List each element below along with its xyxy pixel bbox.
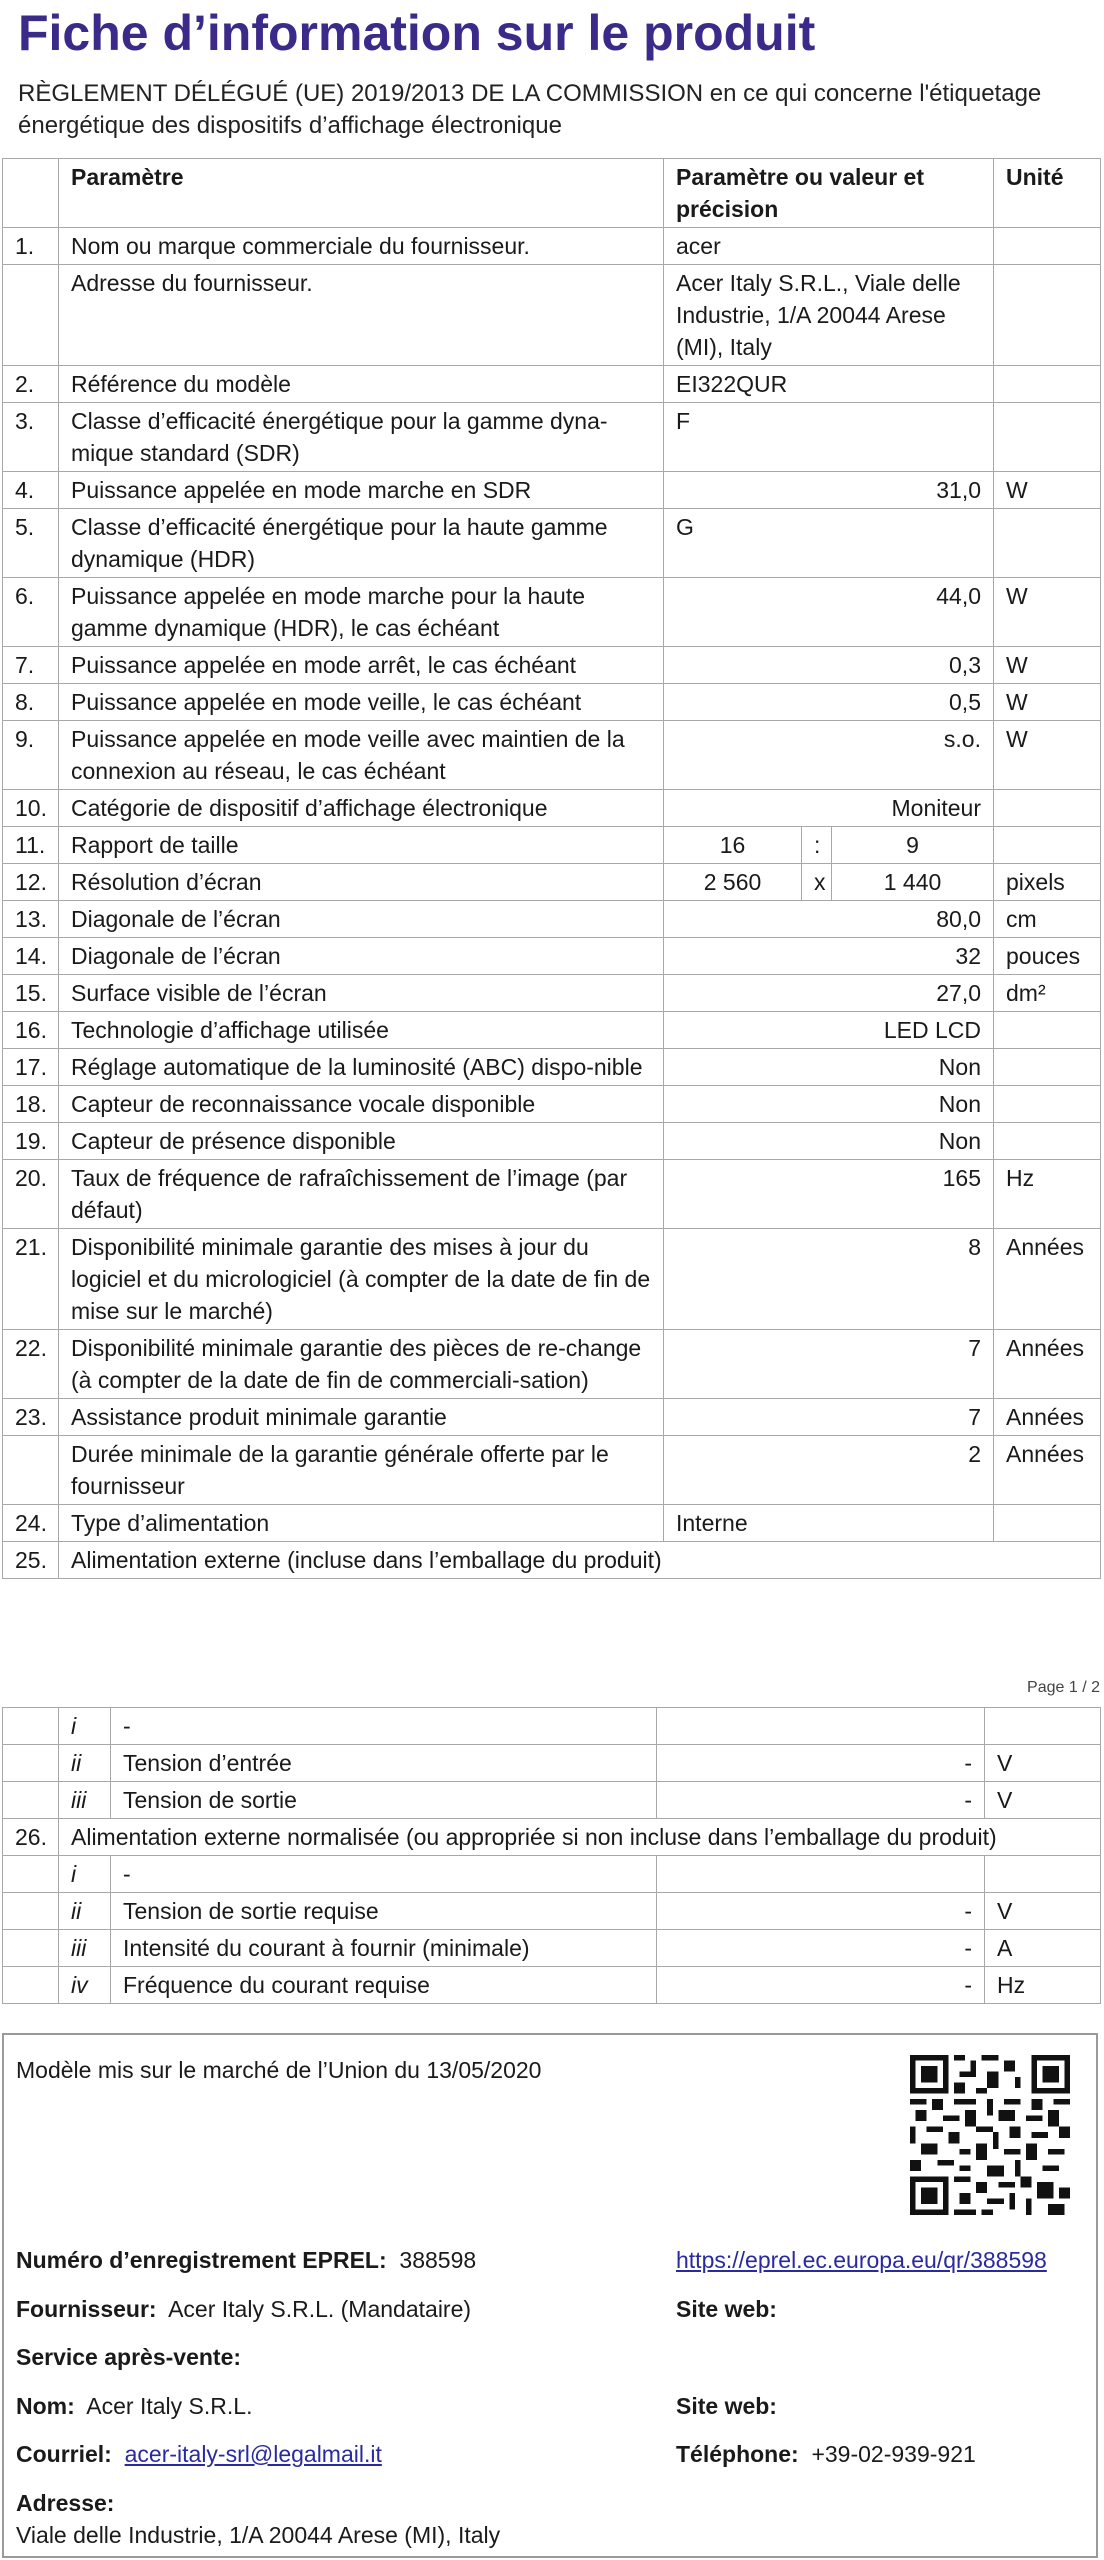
row-number: 6. bbox=[3, 578, 59, 647]
table-row bbox=[3, 1505, 1101, 1542]
email-label: Courriel: bbox=[16, 2441, 112, 2467]
row-label: Intensité du courant à fournir (minimale) bbox=[111, 1930, 657, 1967]
row-value: - bbox=[657, 1930, 985, 1967]
row-unit bbox=[994, 265, 1101, 366]
row-number bbox=[3, 1436, 59, 1505]
row-number: 23. bbox=[3, 1399, 59, 1436]
row-number bbox=[3, 265, 59, 366]
market-date-text: Modèle mis sur le marché de l’Union du 13/05/2020 bbox=[16, 2057, 542, 2083]
row-unit: V bbox=[985, 1893, 1101, 1930]
table-row bbox=[3, 509, 1101, 578]
row-unit bbox=[994, 827, 1101, 864]
row-label: - bbox=[111, 1856, 657, 1893]
row-value: G bbox=[664, 509, 994, 578]
row-value bbox=[657, 1708, 985, 1745]
row-label: Type d’alimentation bbox=[59, 1505, 664, 1542]
table-row bbox=[3, 1399, 1101, 1436]
row-label: Durée minimale de la garantie générale offerte par le fournisseur bbox=[59, 1436, 664, 1505]
row-value-a: 16 bbox=[664, 827, 802, 864]
table-row bbox=[3, 975, 1101, 1012]
row-unit: Années bbox=[994, 1229, 1101, 1330]
table-row bbox=[3, 1012, 1101, 1049]
phone-label: Téléphone: bbox=[676, 2441, 799, 2467]
supplier-website-label: Site web: bbox=[676, 2296, 777, 2322]
row-number bbox=[3, 1708, 59, 1745]
header-unit: Unité bbox=[994, 159, 1101, 228]
row-unit: W bbox=[994, 721, 1101, 790]
row-sub-index: i bbox=[59, 1856, 111, 1893]
table-row bbox=[3, 1967, 1101, 2004]
table-row bbox=[3, 1708, 1101, 1745]
row-label: Classe d’efficacité énergétique pour la gamme dyna-mique standard (SDR) bbox=[59, 403, 664, 472]
address-value: Viale delle Industrie, 1/A 20044 Arese (MI), Italy bbox=[16, 2522, 501, 2548]
power-supply-table bbox=[2, 1707, 1101, 2004]
regulation-subtitle: RÈGLEMENT DÉLÉGUÉ (UE) 2019/2013 DE LA COMMISSION en ce qui concerne l'étiquetage énergétique des dispositifs d’affichage électronique bbox=[18, 80, 1042, 139]
row-label: Capteur de présence disponible bbox=[59, 1123, 664, 1160]
row-value: Acer Italy S.R.L., Viale delle Industrie, 1/A 20044 Arese (MI), Italy bbox=[664, 265, 994, 366]
row-unit: W bbox=[994, 684, 1101, 721]
table-row bbox=[3, 578, 1101, 647]
row-unit: pixels bbox=[994, 864, 1101, 901]
row-unit: A bbox=[985, 1930, 1101, 1967]
row-label: Puissance appelée en mode veille, le cas échéant bbox=[59, 684, 664, 721]
row-value-sep: x bbox=[802, 864, 832, 901]
row-number: 18. bbox=[3, 1086, 59, 1123]
table-row bbox=[3, 684, 1101, 721]
table-row bbox=[3, 228, 1101, 265]
row-value: Non bbox=[664, 1086, 994, 1123]
after-sales-label: Service après-vente: bbox=[16, 2344, 242, 2370]
row-unit bbox=[994, 1049, 1101, 1086]
eprel-row bbox=[16, 2245, 476, 2275]
table-row bbox=[3, 1160, 1101, 1229]
row-number: 10. bbox=[3, 790, 59, 827]
row-unit bbox=[994, 403, 1101, 472]
row-label: Capteur de reconnaissance vocale disponible bbox=[59, 1086, 664, 1123]
row-value: 0,3 bbox=[664, 647, 994, 684]
table-row bbox=[3, 1436, 1101, 1505]
row-label: Classe d’efficacité énergétique pour la haute gamme dynamique (HDR) bbox=[59, 509, 664, 578]
service-name-row bbox=[16, 2391, 252, 2421]
row-number: 15. bbox=[3, 975, 59, 1012]
row-number: 14. bbox=[3, 938, 59, 975]
row-label: Assistance produit minimale garantie bbox=[59, 1399, 664, 1436]
row-number: 8. bbox=[3, 684, 59, 721]
row-value: 80,0 bbox=[664, 901, 994, 938]
table-row bbox=[3, 1819, 1101, 1856]
name-value: Acer Italy S.R.L. bbox=[86, 2393, 253, 2419]
row-label: Rapport de taille bbox=[59, 827, 664, 864]
row-value: - bbox=[657, 1745, 985, 1782]
row-unit bbox=[985, 1856, 1101, 1893]
row-unit: W bbox=[994, 647, 1101, 684]
row-unit: Années bbox=[994, 1399, 1101, 1436]
row-number bbox=[3, 1782, 59, 1819]
row-number bbox=[3, 1967, 59, 2004]
row-unit bbox=[994, 1086, 1101, 1123]
eprel-number: 388598 bbox=[399, 2247, 477, 2273]
row-value: 2 bbox=[664, 1436, 994, 1505]
row-value: 0,5 bbox=[664, 684, 994, 721]
row-label: Puissance appelée en mode veille avec maintien de la connexion au réseau, le cas échéant bbox=[59, 721, 664, 790]
row-unit bbox=[994, 228, 1101, 265]
row-label: Taux de fréquence de rafraîchissement de l’image (par défaut) bbox=[59, 1160, 664, 1229]
row-value: Moniteur bbox=[664, 790, 994, 827]
row-label: Référence du modèle bbox=[59, 366, 664, 403]
table-row bbox=[3, 1930, 1101, 1967]
row-value: Non bbox=[664, 1049, 994, 1086]
row-number: 3. bbox=[3, 403, 59, 472]
product-info-table-wrap bbox=[2, 158, 1100, 1579]
row-value-sep: : bbox=[802, 827, 832, 864]
email-link[interactable]: acer-italy-srl@legalmail.it bbox=[124, 2441, 382, 2467]
row-number: 20. bbox=[3, 1160, 59, 1229]
supplier-label: Fournisseur: bbox=[16, 2296, 157, 2322]
row-unit: V bbox=[985, 1745, 1101, 1782]
row-value-b: 1 440 bbox=[832, 864, 994, 901]
row-number: 4. bbox=[3, 472, 59, 509]
row-label: Surface visible de l’écran bbox=[59, 975, 664, 1012]
row-label: Réglage automatique de la luminosité (ABC) dispo-nible bbox=[59, 1049, 664, 1086]
row-value: Non bbox=[664, 1123, 994, 1160]
row-unit bbox=[994, 366, 1101, 403]
row-number: 12. bbox=[3, 864, 59, 901]
row-label: Disponibilité minimale garantie des mises à jour du logiciel et du micrologiciel (à compter de la date de fin de mise sur le marché) bbox=[59, 1229, 664, 1330]
row-unit bbox=[994, 790, 1101, 827]
table-row bbox=[3, 1893, 1101, 1930]
row-number bbox=[3, 1745, 59, 1782]
row-label: Diagonale de l’écran bbox=[59, 901, 664, 938]
row-value: EI322QUR bbox=[664, 366, 994, 403]
table-row bbox=[3, 1086, 1101, 1123]
row-label: Adresse du fournisseur. bbox=[59, 265, 664, 366]
phone-value: +39-02-939-921 bbox=[811, 2441, 976, 2467]
header-parameter: Paramètre bbox=[59, 159, 664, 228]
table-row bbox=[3, 827, 1101, 864]
row-label: Tension d’entrée bbox=[111, 1745, 657, 1782]
row-value: s.o. bbox=[664, 721, 994, 790]
row-label: Disponibilité minimale garantie des pièces de re-change (à compter de la date de fin de commerciali-sation) bbox=[59, 1330, 664, 1399]
row-value: LED LCD bbox=[664, 1012, 994, 1049]
row-unit: W bbox=[994, 578, 1101, 647]
header-number-cell bbox=[3, 159, 59, 228]
page-number: Page 1 / 2 bbox=[1027, 1679, 1100, 1696]
row-label: Tension de sortie bbox=[111, 1782, 657, 1819]
row-sub-index: iii bbox=[59, 1930, 111, 1967]
row-label: Puissance appelée en mode marche en SDR bbox=[59, 472, 664, 509]
row-label: Puissance appelée en mode marche pour la haute gamme dynamique (HDR), le cas échéant bbox=[59, 578, 664, 647]
row-value: 165 bbox=[664, 1160, 994, 1229]
row-unit: cm bbox=[994, 901, 1101, 938]
row-unit: Années bbox=[994, 1436, 1101, 1505]
row-label: Technologie d’affichage utilisée bbox=[59, 1012, 664, 1049]
row-sub-index: ii bbox=[59, 1893, 111, 1930]
row-unit: Années bbox=[994, 1330, 1101, 1399]
row-value: - bbox=[657, 1782, 985, 1819]
row-value: - bbox=[657, 1893, 985, 1930]
row-label: Alimentation externe (incluse dans l’emballage du produit) bbox=[59, 1542, 1101, 1579]
table-row bbox=[3, 472, 1101, 509]
row-value: 32 bbox=[664, 938, 994, 975]
row-unit: W bbox=[994, 472, 1101, 509]
table-row bbox=[3, 647, 1101, 684]
row-number: 9. bbox=[3, 721, 59, 790]
row-label: Fréquence du courant requise bbox=[111, 1967, 657, 2004]
row-number: 21. bbox=[3, 1229, 59, 1330]
row-unit bbox=[994, 509, 1101, 578]
service-website-label: Site web: bbox=[676, 2393, 777, 2419]
table-row bbox=[3, 1856, 1101, 1893]
row-label: Alimentation externe normalisée (ou appropriée si non incluse dans l’emballage du produit) bbox=[59, 1819, 1101, 1856]
table-row bbox=[3, 1330, 1101, 1399]
row-value: - bbox=[657, 1967, 985, 2004]
row-value: F bbox=[664, 403, 994, 472]
row-number: 1. bbox=[3, 228, 59, 265]
phone-row bbox=[676, 2439, 976, 2469]
row-unit bbox=[985, 1708, 1101, 1745]
row-label: Nom ou marque commerciale du fournisseur. bbox=[59, 228, 664, 265]
table-row bbox=[3, 938, 1101, 975]
table-row bbox=[3, 721, 1101, 790]
row-value-b: 9 bbox=[832, 827, 994, 864]
row-number: 19. bbox=[3, 1123, 59, 1160]
table-row bbox=[3, 1782, 1101, 1819]
supplier-row bbox=[16, 2294, 471, 2324]
row-number bbox=[3, 1930, 59, 1967]
row-label: Puissance appelée en mode arrêt, le cas échéant bbox=[59, 647, 664, 684]
row-value: 7 bbox=[664, 1399, 994, 1436]
table-row bbox=[3, 1542, 1101, 1579]
product-info-table bbox=[2, 158, 1101, 1579]
row-value: 8 bbox=[664, 1229, 994, 1330]
row-number: 24. bbox=[3, 1505, 59, 1542]
eprel-link[interactable]: https://eprel.ec.europa.eu/qr/388598 bbox=[676, 2247, 1047, 2273]
table-row bbox=[3, 403, 1101, 472]
email-row bbox=[16, 2439, 382, 2469]
row-sub-index: ii bbox=[59, 1745, 111, 1782]
row-number: 16. bbox=[3, 1012, 59, 1049]
page-title: Fiche d’information sur le produit bbox=[18, 5, 816, 61]
row-unit: pouces bbox=[994, 938, 1101, 975]
row-label: Tension de sortie requise bbox=[111, 1893, 657, 1930]
power-supply-table-wrap bbox=[2, 1707, 1100, 2004]
row-number: 17. bbox=[3, 1049, 59, 1086]
row-unit bbox=[994, 1505, 1101, 1542]
row-number bbox=[3, 1893, 59, 1930]
supplier-value: Acer Italy S.R.L. (Mandataire) bbox=[168, 2296, 472, 2322]
row-value: 44,0 bbox=[664, 578, 994, 647]
row-value: 31,0 bbox=[664, 472, 994, 509]
row-value-a: 2 560 bbox=[664, 864, 802, 901]
table-row bbox=[3, 1049, 1101, 1086]
row-label: Résolution d’écran bbox=[59, 864, 664, 901]
name-label: Nom: bbox=[16, 2393, 75, 2419]
row-number: 2. bbox=[3, 366, 59, 403]
row-number: 5. bbox=[3, 509, 59, 578]
table-row bbox=[3, 901, 1101, 938]
row-sub-index: iv bbox=[59, 1967, 111, 2004]
row-value: Interne bbox=[664, 1505, 994, 1542]
row-label: Catégorie de dispositif d’affichage électronique bbox=[59, 790, 664, 827]
row-value: acer bbox=[664, 228, 994, 265]
row-number: 13. bbox=[3, 901, 59, 938]
row-sub-index: iii bbox=[59, 1782, 111, 1819]
row-unit bbox=[994, 1012, 1101, 1049]
table-row bbox=[3, 1229, 1101, 1330]
table-row bbox=[3, 265, 1101, 366]
row-number: 26. bbox=[3, 1819, 59, 1856]
row-number: 11. bbox=[3, 827, 59, 864]
table-header-row bbox=[3, 159, 1101, 228]
row-number bbox=[3, 1856, 59, 1893]
row-unit: Hz bbox=[985, 1967, 1101, 2004]
row-number: 25. bbox=[3, 1542, 59, 1579]
table-row bbox=[3, 790, 1101, 827]
row-value: 7 bbox=[664, 1330, 994, 1399]
row-unit: V bbox=[985, 1782, 1101, 1819]
row-value: 27,0 bbox=[664, 975, 994, 1012]
qr-code-icon bbox=[910, 2055, 1070, 2215]
table-row bbox=[3, 864, 1101, 901]
row-value bbox=[657, 1856, 985, 1893]
row-number: 7. bbox=[3, 647, 59, 684]
header-value: Paramètre ou valeur et précision bbox=[664, 159, 994, 228]
row-label: Diagonale de l’écran bbox=[59, 938, 664, 975]
table-row bbox=[3, 366, 1101, 403]
row-sub-index: i bbox=[59, 1708, 111, 1745]
row-unit: dm² bbox=[994, 975, 1101, 1012]
eprel-label: Numéro d’enregistrement EPREL: bbox=[16, 2247, 387, 2273]
row-unit: Hz bbox=[994, 1160, 1101, 1229]
table-row bbox=[3, 1745, 1101, 1782]
address-label: Adresse: bbox=[16, 2490, 115, 2516]
table-row bbox=[3, 1123, 1101, 1160]
row-label: - bbox=[111, 1708, 657, 1745]
row-number: 22. bbox=[3, 1330, 59, 1399]
row-unit bbox=[994, 1123, 1101, 1160]
